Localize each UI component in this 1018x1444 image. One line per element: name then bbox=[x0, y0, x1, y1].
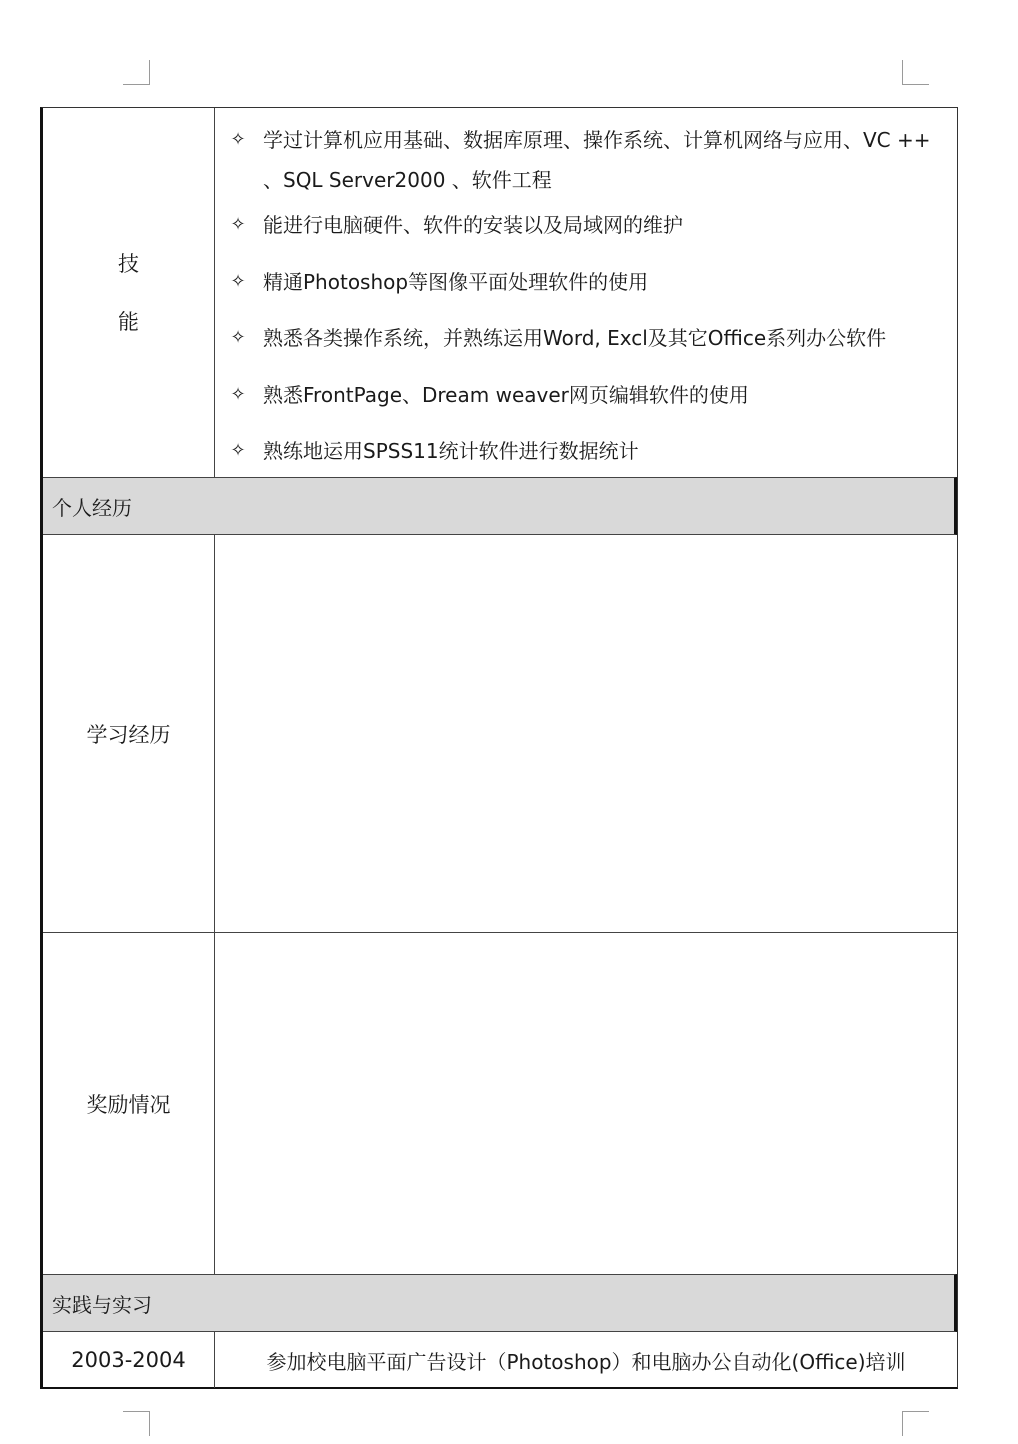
skill-item: ✧ 学过计算机应用基础、数据库原理、操作系统、计算机网络与应用、VC ++ 、SQL Server2000 、软件工程 bbox=[225, 120, 951, 200]
study-history-label: 学习经历 bbox=[43, 535, 215, 932]
resume-table bbox=[40, 107, 958, 1389]
practice-description: 参加校电脑平面广告设计（Photoshop）和电脑办公自动化(Office)培训 bbox=[266, 1349, 906, 1374]
crop-mark-top-right bbox=[902, 60, 929, 85]
study-history-row bbox=[43, 535, 957, 933]
skill-item: ✧ 熟练地运用SPSS11统计软件进行数据统计 bbox=[225, 431, 951, 471]
skills-list bbox=[215, 108, 957, 477]
awards-label: 奖励情况 bbox=[43, 933, 215, 1274]
skills-row bbox=[43, 108, 957, 477]
practice-entry-row bbox=[43, 1332, 957, 1388]
practice-period: 2003-2004 bbox=[43, 1332, 215, 1388]
section-header-personal-history: 个人经历 bbox=[43, 477, 957, 535]
awards-row bbox=[43, 933, 957, 1274]
skills-label-line2: 能 bbox=[118, 309, 139, 334]
skills-label-line1: 技 bbox=[118, 251, 139, 276]
crop-mark-bottom-left bbox=[123, 1411, 150, 1436]
skills-label bbox=[43, 108, 215, 477]
skill-item: ✧ 熟悉各类操作系统，并熟练运用Word, Excl及其它Office系列办公软件 bbox=[225, 318, 951, 358]
diamond-bullet-icon: ✧ bbox=[230, 271, 246, 292]
diamond-bullet-icon: ✧ bbox=[230, 214, 246, 235]
skill-item: ✧ 精通Photoshop等图像平面处理软件的使用 bbox=[225, 262, 951, 302]
skill-item: ✧ 熟悉FrontPage、Dream weaver网页编辑软件的使用 bbox=[225, 375, 951, 415]
skill-item: ✧ 能进行电脑硬件、软件的安装以及局域网的维护 bbox=[225, 205, 951, 245]
section-header-practice: 实践与实习 bbox=[43, 1274, 957, 1332]
awards-content bbox=[215, 933, 957, 1274]
crop-mark-bottom-right bbox=[902, 1411, 929, 1436]
crop-mark-top-left bbox=[123, 60, 150, 85]
diamond-bullet-icon: ✧ bbox=[230, 129, 246, 150]
study-history-content bbox=[215, 535, 957, 932]
diamond-bullet-icon: ✧ bbox=[230, 327, 246, 348]
diamond-bullet-icon: ✧ bbox=[230, 384, 246, 405]
diamond-bullet-icon: ✧ bbox=[230, 440, 246, 461]
